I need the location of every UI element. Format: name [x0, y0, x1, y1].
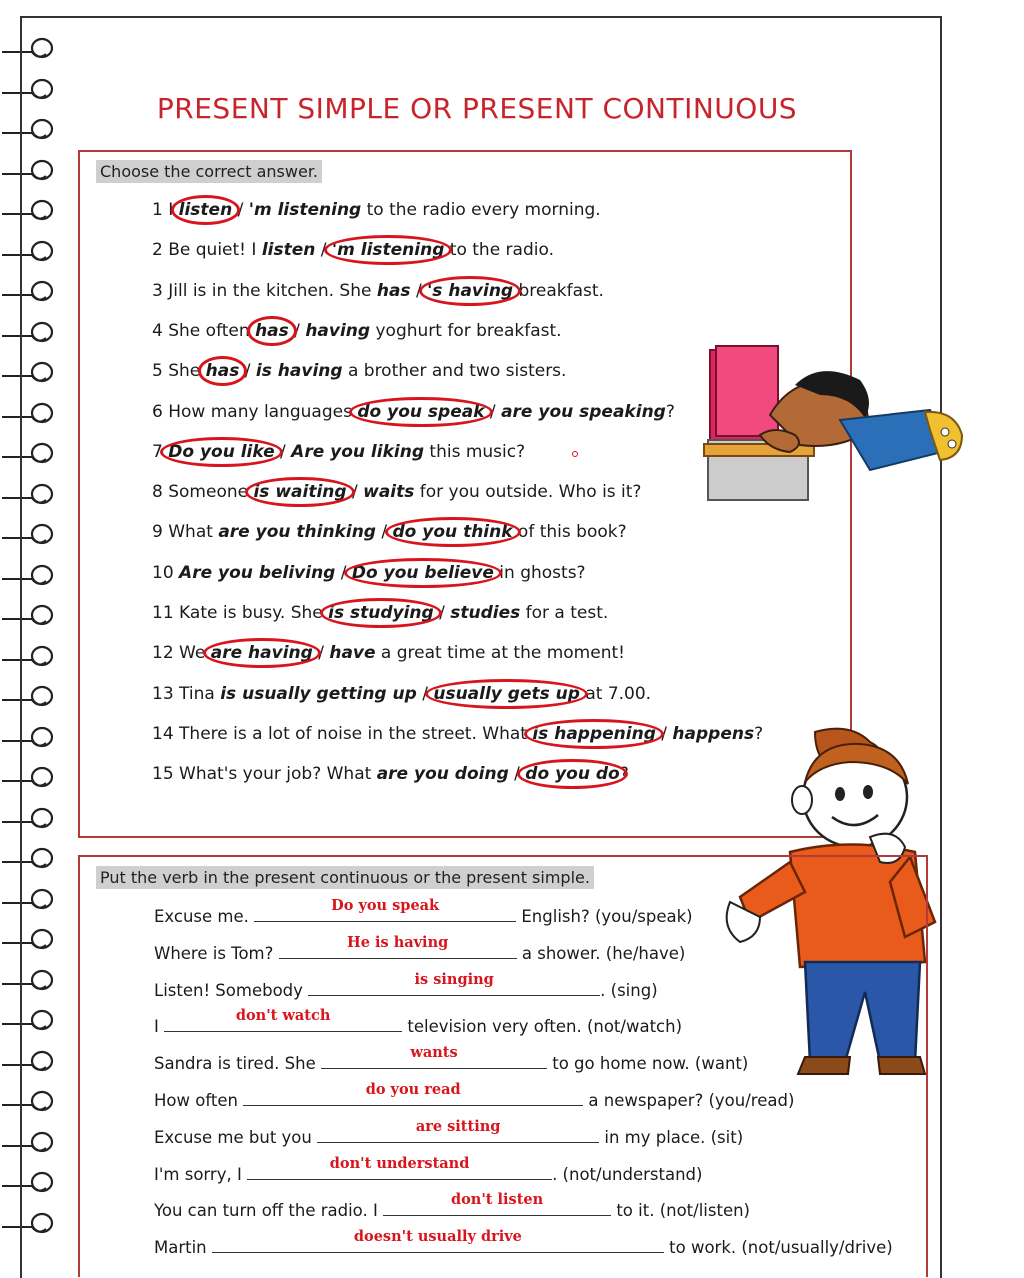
answer-blank[interactable]	[321, 1044, 547, 1069]
question-row	[152, 200, 601, 220]
question-text-post: ?	[665, 401, 675, 422]
question-row	[152, 240, 554, 260]
fill-in-prompt: Martin	[154, 1238, 212, 1258]
fill-in-hint: in my place. (sit)	[599, 1127, 744, 1147]
question-row	[152, 643, 625, 663]
option-2: Do you believe	[352, 563, 494, 583]
question-row	[152, 563, 586, 583]
answer-blank[interactable]	[308, 970, 600, 996]
question-number: 5	[152, 361, 169, 382]
option-separator: /	[274, 441, 292, 462]
question-row	[152, 764, 629, 784]
question-text-pre: She often	[168, 320, 256, 341]
question-row	[152, 402, 675, 422]
answer-circle	[245, 477, 354, 507]
option-2: usually gets up	[433, 684, 580, 704]
fill-in-prompt: Excuse me.	[154, 907, 255, 926]
fill-in-row	[154, 970, 658, 1000]
question-text-post: in ghosts?	[493, 562, 586, 583]
fill-in-row	[154, 1228, 893, 1258]
option-2: studies	[450, 603, 521, 623]
option-1: is usually getting up	[220, 683, 417, 704]
fill-in-row	[154, 897, 693, 926]
answer-blank[interactable]	[383, 1191, 611, 1216]
option-1: listen	[179, 200, 233, 220]
question-number: 4	[152, 320, 169, 341]
option-separator: /	[312, 643, 330, 664]
question-number: 9	[152, 522, 169, 543]
written-answer: is singing	[414, 970, 494, 988]
fill-in-prompt: Sandra is tired. She	[154, 1054, 321, 1074]
question-number: 3	[152, 280, 169, 301]
question-number: 12	[152, 643, 180, 664]
option-separator: /	[232, 200, 249, 220]
written-answer: don't listen	[451, 1191, 544, 1209]
option-2: 'm listening	[332, 240, 444, 260]
option-2: is having	[255, 361, 343, 382]
fill-in-row	[154, 1081, 795, 1110]
option-2: 's having	[427, 281, 513, 301]
question-text-pre: Kate is busy. She	[179, 603, 329, 623]
question-row	[152, 684, 651, 704]
question-text-post: to the radio every morning.	[361, 200, 601, 220]
question-text-post: a great time at the moment!	[375, 643, 625, 664]
question-number: 2	[152, 240, 169, 261]
answer-circle	[160, 437, 282, 467]
fill-in-hint: television very often. (not/watch)	[402, 1017, 683, 1037]
question-number: 14	[152, 723, 180, 744]
question-text-pre: Be quiet! I	[168, 240, 262, 261]
question-number: 13	[152, 683, 180, 704]
option-separator: /	[346, 482, 364, 503]
written-answer: doesn't usually drive	[353, 1228, 522, 1246]
fill-in-prompt: You can turn off the radio. I	[154, 1201, 384, 1221]
option-1: are having	[211, 643, 313, 663]
question-number: 8	[152, 482, 169, 503]
question-text-post: of this book?	[512, 522, 627, 543]
option-separator: /	[433, 603, 451, 623]
answer-blank[interactable]	[317, 1117, 599, 1143]
fill-in-hint: . (not/understand)	[552, 1164, 703, 1184]
question-text-post: a brother and two sisters.	[342, 361, 567, 382]
answer-circle	[349, 397, 492, 427]
written-answer: do you read	[365, 1081, 461, 1098]
option-separator: /	[410, 280, 428, 301]
question-text-post: yoghurt for breakfast.	[370, 320, 562, 341]
question-text-post: ?	[619, 764, 629, 785]
option-separator: /	[375, 522, 393, 543]
question-number: 15	[152, 764, 180, 785]
written-answer: He is having	[347, 933, 449, 951]
question-row	[152, 603, 608, 623]
fill-in-hint: to work. (not/usually/drive)	[663, 1238, 893, 1258]
fill-in-row	[154, 1044, 749, 1074]
stray-mark	[572, 451, 578, 457]
written-answer: Do you speak	[331, 897, 440, 914]
option-separator: /	[416, 683, 434, 704]
fill-in-prompt: Listen! Somebody	[154, 980, 309, 1000]
option-2: happens	[672, 723, 755, 744]
option-1: Are you beliving	[179, 562, 336, 583]
fill-in-hint: to it. (not/listen)	[611, 1201, 750, 1221]
option-separator: /	[484, 401, 502, 422]
question-text-pre: How many languages	[168, 401, 358, 422]
option-1: do you speak	[357, 402, 484, 422]
question-row	[152, 361, 566, 381]
page-title: PRESENT SIMPLE OR PRESENT CONTINUOUS	[156, 92, 798, 125]
fill-in-hint: . (sing)	[600, 980, 658, 1000]
option-separator: /	[508, 764, 526, 785]
answer-circle	[320, 598, 442, 628]
question-text-post: breakfast.	[513, 280, 604, 301]
question-text-post: for you outside. Who is it?	[414, 482, 642, 503]
answer-circle	[419, 276, 521, 306]
fill-in-prompt: Where is Tom?	[154, 943, 279, 963]
fill-in-row	[154, 1154, 703, 1184]
option-1: are you thinking	[218, 522, 376, 543]
option-1: listen	[261, 240, 316, 261]
option-1: are you doing	[376, 764, 509, 785]
answer-circle	[247, 316, 297, 346]
option-1: has	[255, 321, 289, 341]
answer-blank[interactable]	[254, 897, 516, 922]
answer-blank[interactable]	[279, 933, 517, 959]
question-row	[152, 482, 641, 502]
question-text-pre: We	[179, 643, 211, 664]
question-text-pre: I	[168, 200, 179, 220]
written-answer: wants	[410, 1044, 458, 1062]
question-text-pre: What	[168, 522, 219, 543]
question-text-post: to the radio.	[444, 240, 554, 261]
question-text-post: for a test.	[520, 603, 609, 623]
option-2: Are you liking	[291, 441, 424, 462]
option-separator: /	[335, 562, 352, 583]
question-row	[152, 281, 604, 301]
fill-in-row	[154, 1007, 683, 1037]
option-1: is happening	[532, 724, 656, 744]
fill-in-prompt: I'm sorry, I	[154, 1164, 248, 1184]
answer-circle	[171, 195, 241, 225]
option-2: are you speaking	[501, 401, 666, 422]
section1-instruction: Choose the correct answer.	[96, 160, 322, 183]
option-2: do you do	[525, 764, 619, 784]
option-2: waits	[363, 482, 415, 503]
written-answer: don't understand	[329, 1154, 470, 1172]
fill-in-hint: a shower. (he/have)	[516, 943, 686, 963]
fill-in-prompt: Excuse me but you	[154, 1127, 318, 1147]
question-row	[152, 724, 763, 744]
answer-blank[interactable]	[164, 1007, 402, 1032]
question-text-pre: Someone	[168, 482, 254, 503]
option-1: is studying	[328, 603, 434, 623]
question-number: 11	[152, 603, 180, 623]
fill-in-hint: to go home now. (want)	[547, 1054, 749, 1074]
question-text-post: this music?	[424, 441, 526, 462]
option-separator: /	[288, 320, 306, 341]
question-text-pre: She	[168, 361, 206, 382]
option-separator: /	[655, 723, 673, 744]
option-2: 'm listening	[248, 200, 362, 220]
option-separator: /	[315, 240, 332, 261]
fill-in-prompt: I	[154, 1017, 165, 1037]
section2-instruction: Put the verb in the present continuous or the present simple.	[96, 866, 594, 889]
fill-in-row	[154, 1117, 744, 1147]
question-text-pre: There is a lot of noise in the street. What	[179, 723, 533, 744]
answer-blank[interactable]	[243, 1081, 583, 1106]
option-1: has	[376, 280, 411, 301]
fill-in-row	[154, 933, 686, 963]
option-1: is waiting	[253, 482, 346, 502]
question-text-pre: Tina	[179, 683, 221, 704]
question-row	[152, 321, 562, 341]
question-text-post: ?	[754, 723, 764, 744]
fill-in-hint: English? (you/speak)	[516, 907, 693, 926]
question-text-pre: What's your job? What	[179, 764, 377, 785]
option-2: do you think	[393, 522, 513, 542]
fill-in-hint: a newspaper? (you/read)	[583, 1091, 795, 1110]
option-1: Do you like	[168, 442, 274, 462]
option-2: having	[305, 320, 371, 341]
question-number: 7	[152, 441, 169, 462]
answer-blank[interactable]	[247, 1154, 552, 1180]
boy-reading-clipart	[700, 340, 965, 515]
fill-in-prompt: How often	[154, 1091, 244, 1110]
question-number: 10	[152, 562, 180, 583]
option-separator: /	[239, 361, 256, 382]
answer-circle	[517, 759, 627, 789]
question-text-post: at 7.00.	[579, 683, 652, 704]
question-row	[152, 522, 627, 542]
written-answer: are sitting	[415, 1117, 501, 1135]
answer-circle	[425, 679, 588, 709]
option-1: has	[206, 361, 240, 381]
question-text-pre: Jill is in the kitchen. She	[168, 280, 377, 301]
answer-circle	[344, 558, 502, 588]
question-number: 1	[152, 200, 169, 220]
answer-blank[interactable]	[212, 1228, 664, 1253]
fill-in-row	[154, 1191, 750, 1221]
question-number: 6	[152, 401, 169, 422]
written-answer: don't watch	[235, 1007, 331, 1025]
answer-circle	[524, 719, 664, 749]
option-2: have	[329, 643, 376, 664]
question-row	[152, 442, 525, 462]
